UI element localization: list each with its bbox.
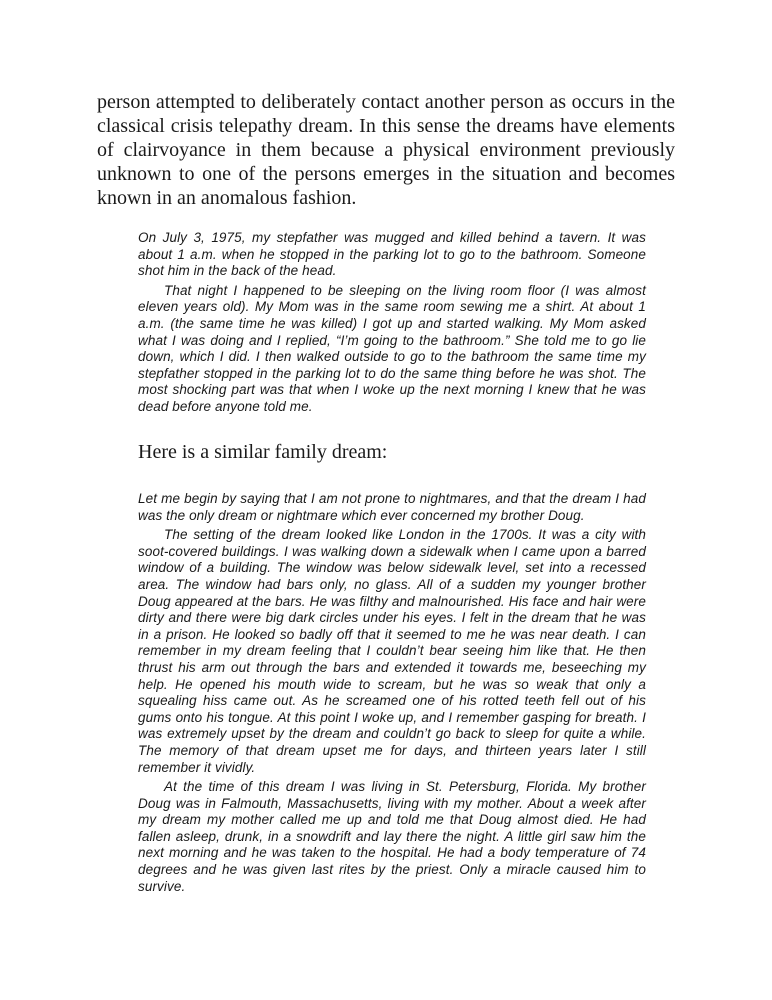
quote-paragraph: That night I happened to be sleeping on the living room floor (I was almost eleven years old). My Mom was in the same room sewing me a shirt. At about 1 a.m. (the same time he was killed) I got up and started walking. My Mom asked what I was doing and I replied, “I’m going to the bathroom.” She told me to go lie down, which I did. I then walked outside to go to the bathroom the same time my stepfather stopped in the parking lot to do the same thing before he was shot. The most shocking part was that when I woke up the next morning I knew that he was dead before anyone told me. — [138, 282, 646, 414]
block-quote-brother-doug — [138, 491, 646, 898]
quote-paragraph: The setting of the dream looked like London in the 1700s. It was a city with soot-covered buildings. I was walking down a sidewalk when I came upon a barred window of a building. The window was below sidewalk level, set into a recessed area. The window had bars only, no glass. All of a sudden my younger brother Doug appeared at the bars. He was filthy and malnourished. His face and hair were dirty and there were big dark circles under his eyes. I felt in the dream that he was in a prison. He looked so badly off that it seemed to me he was near death. I can remember in my dream feeling that I couldn’t bear seeing him like that. He then thrust his arm out through the bars and extended it towards me, beseeching my help. He opened his mouth wide to scream, but he was so weak that only a squealing hiss came out. As he screamed one of his rotted teeth fell out of his gums onto his tongue. At this point I woke up, and I remember gasping for breath. I was extremely upset by the dream and couldn’t go back to sleep for quite a while. The memory of that dream upset me for days, and thirteen years later I still remember it vividly. — [138, 527, 646, 775]
quote-paragraph: On July 3, 1975, my stepfather was mugged and killed behind a tavern. It was about 1 a.m. when he stopped in the parking lot to go to the bathroom. Someone shot him in the back of the head. — [138, 230, 646, 279]
quote-paragraph: Let me begin by saying that I am not prone to nightmares, and that the dream I had was the only dream or nightmare which ever concerned my brother Doug. — [138, 491, 646, 523]
intro-paragraph: person attempted to deliberately contact another person as occurs in the classical crisis telepathy dream. In this sense the dreams have elements of clairvoyance in them because a physical environment previously unknown to one of the persons emerges in the situation and becomes known in an anomalous fashion. — [97, 91, 675, 209]
section-lead-in: Here is a similar family dream: — [138, 441, 388, 463]
quote-paragraph: At the time of this dream I was living in St. Petersburg, Florida. My brother Doug was in Falmouth, Massachusetts, living with my mother. About a week after my dream my mother called me up and told me that Doug almost died. He had fallen asleep, drunk, in a snowdrift and lay there the night. A little girl saw him the next morning and he was taken to the hospital. He had a body temperature of 74 degrees and he was given last rites by the priest. Only a miracle caused him to survive. — [138, 779, 646, 894]
block-quote-stepfather — [138, 230, 646, 419]
